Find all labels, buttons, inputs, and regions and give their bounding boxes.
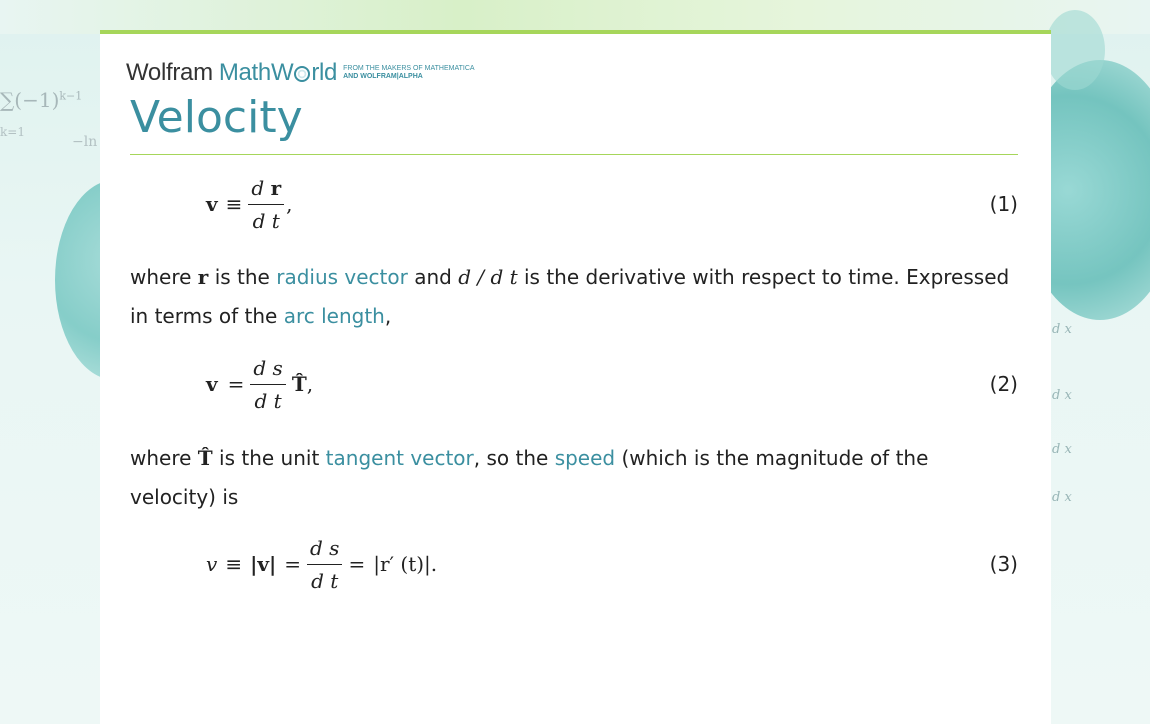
eq2-number: (2) [989,372,1018,396]
background-sum-index: k=1 [0,125,25,139]
title-divider [130,154,1018,155]
site-logo[interactable] [126,59,475,87]
eq1-operator: ≡ [225,192,243,216]
eq1-tail: , [286,192,293,216]
eq2-operator: = [227,372,245,396]
globe-icon [294,66,310,82]
eq1-num-r: r [270,175,282,200]
eq1-fraction [248,176,284,233]
logo-mathworld: MathW rld [218,59,338,86]
speed-link[interactable]: speed [554,446,616,470]
article-card [100,30,1051,724]
eq1-lhs: v [206,192,218,216]
eq3-equals-2: = [348,552,366,576]
eq2-unit-tangent: T̂ [291,372,307,396]
background-ln: −ln [72,134,98,150]
eq3-denominator: d t [311,568,339,593]
decorative-surface-top-right [1045,10,1105,90]
radius-vector-link[interactable]: radius vector [276,265,408,289]
eq2-tail: , [306,372,314,396]
math-t-hat: T̂ [197,446,213,470]
background-dx-3: d x [1052,442,1072,457]
eq1-num-d: d [251,175,265,200]
eq3-equals-1: = [284,552,302,576]
eq3-equiv: ≡ [225,552,243,576]
eq2-denominator: d t [254,388,282,413]
eq3-numerator: d s [307,536,342,565]
tangent-vector-link[interactable]: tangent vector [325,446,474,470]
eq3-fraction [307,536,342,593]
eq3-rhs: |r′ (t)|. [373,552,438,576]
top-banner [0,0,1150,34]
logo-tagline: FROM THE MAKERS OF MATHEMATICA AND WOLFRAM|ALPHA [343,65,475,80]
eq2-numerator: d s [250,356,285,385]
page-title: Velocity [130,92,303,143]
eq2-lhs: v [206,372,218,396]
background-dx-4: d x [1052,490,1072,505]
arc-length-link[interactable]: arc length [283,304,385,328]
eq2-fraction [250,356,285,413]
paragraph-2: where T̂ is the unit tangent vector, so the speed (which is the magnitude of the velocity) is [130,446,929,509]
math-d-dt: d / d t [458,265,518,289]
eq3-number: (3) [989,552,1018,576]
eq3-lhs: v [206,552,218,576]
equation-1 [130,169,1018,239]
background-dx-1: d x [1052,322,1072,337]
logo-wolfram: Wolfram [126,59,213,86]
equation-3 [130,529,1018,599]
math-r: r [197,265,209,289]
eq1-number: (1) [989,192,1018,216]
equation-2 [130,349,1018,419]
background-dx-2: d x [1052,388,1072,403]
eq3-magnitude: |v| [250,552,277,576]
paragraph-1: where r is the radius vector and d / d t is the derivative with respect to time. Expressed in terms of the arc length, [130,265,1010,328]
background-sum-formula: $\sum(-1)^{k-1}$ [0,88,83,112]
eq1-denominator: d t [252,208,280,233]
